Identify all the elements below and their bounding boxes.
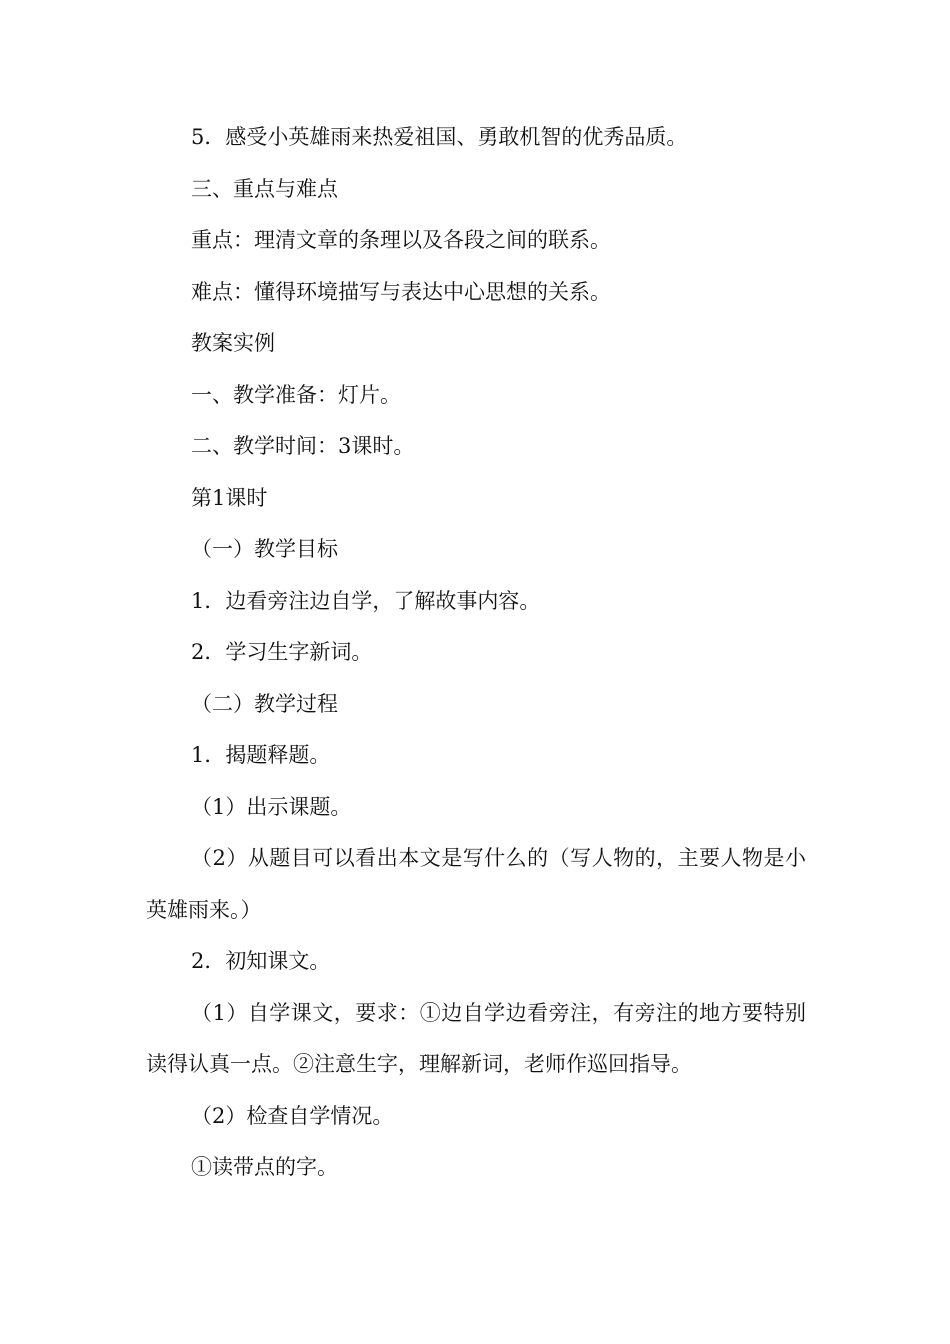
paragraph: ①读带点的字。 [191, 1155, 338, 1179]
section-heading: 教案实例 [191, 331, 275, 355]
paragraph: （1）自学课文，要求：①边自学边看旁注，有旁注的地方要特别读得认真一点。②注意生字，理解新词，老师作巡回指导。 [146, 1000, 806, 1076]
subsection-heading: （一）教学目标 [191, 537, 338, 561]
paragraph: 1．揭题释题。 [191, 743, 331, 767]
paragraph: 难点：懂得环境描写与表达中心思想的关系。 [191, 279, 611, 304]
paragraph: 2．学习生字新词。 [191, 640, 373, 664]
paragraph: （1）出示课题。 [191, 794, 352, 819]
section-heading: 第1课时 [191, 485, 268, 510]
section-heading: 三、重点与难点 [191, 176, 338, 201]
document-body [146, 112, 806, 1194]
paragraph: 1．边看旁注边自学，了解故事内容。 [191, 588, 541, 613]
paragraph: 二、教学时间：3课时。 [191, 434, 415, 458]
paragraph: （2）检查自学情况。 [191, 1103, 394, 1128]
paragraph: 5．感受小英雄雨来热爱祖国、勇敢机智的优秀品质。 [191, 125, 688, 149]
paragraph: （2）从题目可以看出本文是写什么的（写人物的，主要人物是小英雄雨来。） [146, 846, 806, 922]
subsection-heading: （二）教学过程 [191, 691, 338, 716]
paragraph: 2．初知课文。 [191, 949, 331, 973]
paragraph: 一、教学准备：灯片。 [191, 382, 401, 407]
paragraph: 重点：理清文章的条理以及各段之间的联系。 [191, 228, 611, 252]
